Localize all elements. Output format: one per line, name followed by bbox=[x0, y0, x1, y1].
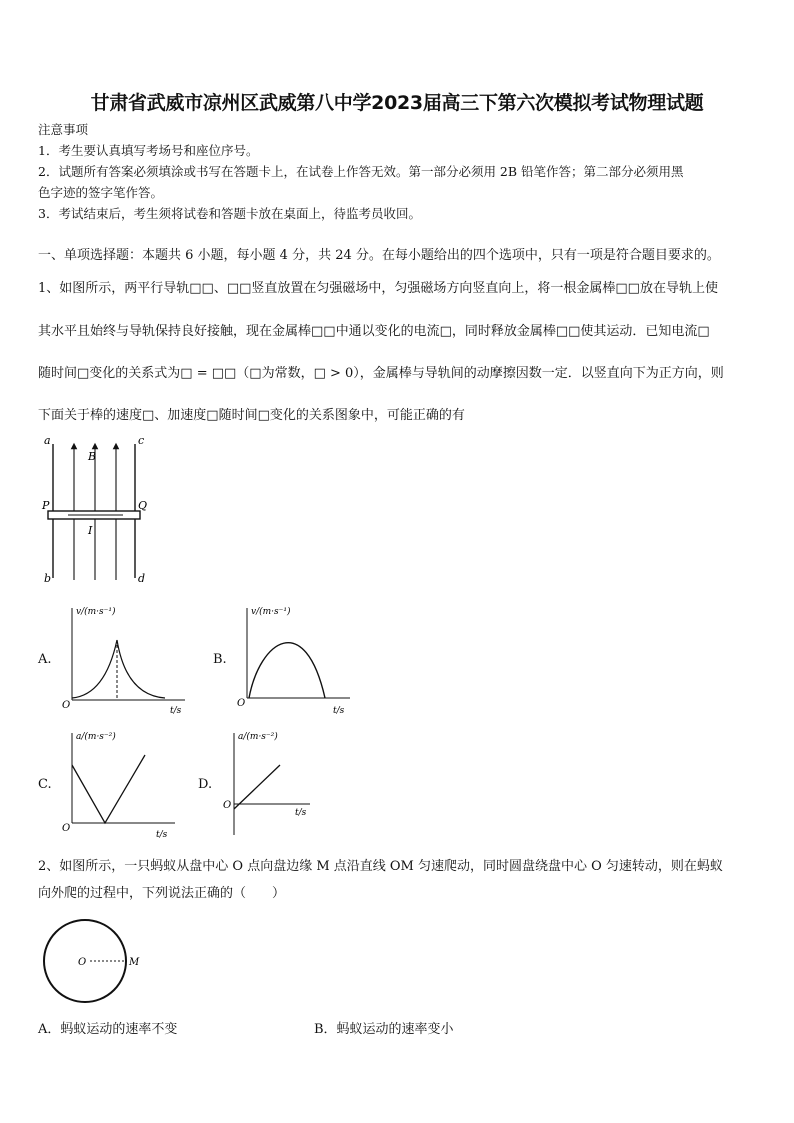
question-text: 2、如图所示，一只蚂蚁从盘中心 O 点向盘边缘 M 点沿直线 OM 匀速爬动，同时圆盘绕盘中心 O 匀速转动，则在蚂蚁 bbox=[38, 859, 723, 874]
svg-text:v/(m·s⁻¹): v/(m·s⁻¹) bbox=[76, 607, 116, 617]
svg-text:O: O bbox=[62, 823, 71, 834]
notice-item: 色字迹的签字笔作答。 bbox=[38, 185, 164, 200]
label-Q: Q bbox=[138, 499, 148, 512]
svg-text:a/(m·s⁻²): a/(m·s⁻²) bbox=[76, 732, 116, 742]
svg-text:O: O bbox=[223, 800, 232, 811]
svg-text:O: O bbox=[62, 700, 71, 711]
label-M: M bbox=[129, 957, 140, 968]
disc-figure bbox=[38, 918, 148, 1008]
svg-text:a/(m·s⁻²): a/(m·s⁻²) bbox=[238, 732, 278, 742]
notice-heading: 注意事项 bbox=[38, 122, 89, 137]
label-c: c bbox=[138, 434, 145, 447]
section-heading: 一、单项选择题：本题共 6 小题，每小题 4 分，共 24 分。在每小题给出的四个选项中，只有一项是符合题目要求的。 bbox=[38, 248, 720, 263]
question-text: 下面关于棒的速度□、加速度□随时间□变化的关系图象中，可能正确的有 bbox=[38, 408, 465, 423]
question-text: 1、如图所示，两平行导轨□□、□□竖直放置在匀强磁场中，匀强磁场方向竖直向上，将一根金属棒□□放在导轨上使 bbox=[38, 281, 718, 296]
svg-text:t/s: t/s bbox=[170, 706, 182, 715]
option-a-graph bbox=[60, 600, 190, 715]
page-title: 甘肃省武威市凉州区武威第八中学2023届高三下第六次模拟考试物理试题 bbox=[90, 92, 704, 114]
option-letter[interactable]: D. bbox=[198, 777, 213, 792]
svg-text:t/s: t/s bbox=[295, 808, 307, 818]
label-B: B bbox=[88, 450, 97, 463]
question-text: 向外爬的过程中，下列说法正确的（ ） bbox=[38, 886, 286, 901]
svg-text:O: O bbox=[237, 698, 246, 709]
svg-text:t/s: t/s bbox=[333, 706, 345, 715]
option-d-graph bbox=[220, 725, 330, 840]
question-text: 随时间□变化的关系式为□ = □□（□为常数，□ > 0），金属棒与导轨间的动摩擦因数一定．以竖直向下为正方向，则 bbox=[38, 366, 724, 381]
option-letter[interactable]: A. bbox=[38, 652, 52, 667]
label-P: P bbox=[42, 499, 50, 512]
label-b: b bbox=[44, 572, 52, 585]
notice-item: 2．试题所有答案必须填涂或书写在答题卡上，在试卷上作答无效。第一部分必须用 2B 铅笔作答；第二部分必须用黑 bbox=[38, 164, 684, 179]
label-I: I bbox=[88, 524, 93, 537]
option-letter[interactable]: B. bbox=[213, 652, 227, 667]
svg-text:v/(m·s⁻¹): v/(m·s⁻¹) bbox=[251, 607, 291, 617]
label-d: d bbox=[138, 572, 146, 585]
label-a: a bbox=[44, 434, 51, 447]
option-letter[interactable]: C. bbox=[38, 777, 52, 792]
label-O: O bbox=[78, 957, 87, 968]
option-b[interactable]: B．蚂蚁运动的速率变小 bbox=[314, 1022, 454, 1037]
option-a[interactable]: A．蚂蚁运动的速率不变 bbox=[38, 1022, 178, 1037]
rails-figure bbox=[38, 430, 153, 590]
option-c-graph bbox=[60, 725, 180, 840]
question-text: 其水平且始终与导轨保持良好接触，现在金属棒□□中通以变化的电流□，同时释放金属棒□□使其运动．已知电流□ bbox=[38, 324, 710, 339]
svg-text:t/s: t/s bbox=[156, 830, 168, 840]
notice-item: 3．考试结束后，考生须将试卷和答题卡放在桌面上，待监考员收回。 bbox=[38, 206, 421, 221]
option-b-graph bbox=[235, 600, 355, 715]
notice-item: 1．考生要认真填写考场号和座位序号。 bbox=[38, 143, 259, 158]
